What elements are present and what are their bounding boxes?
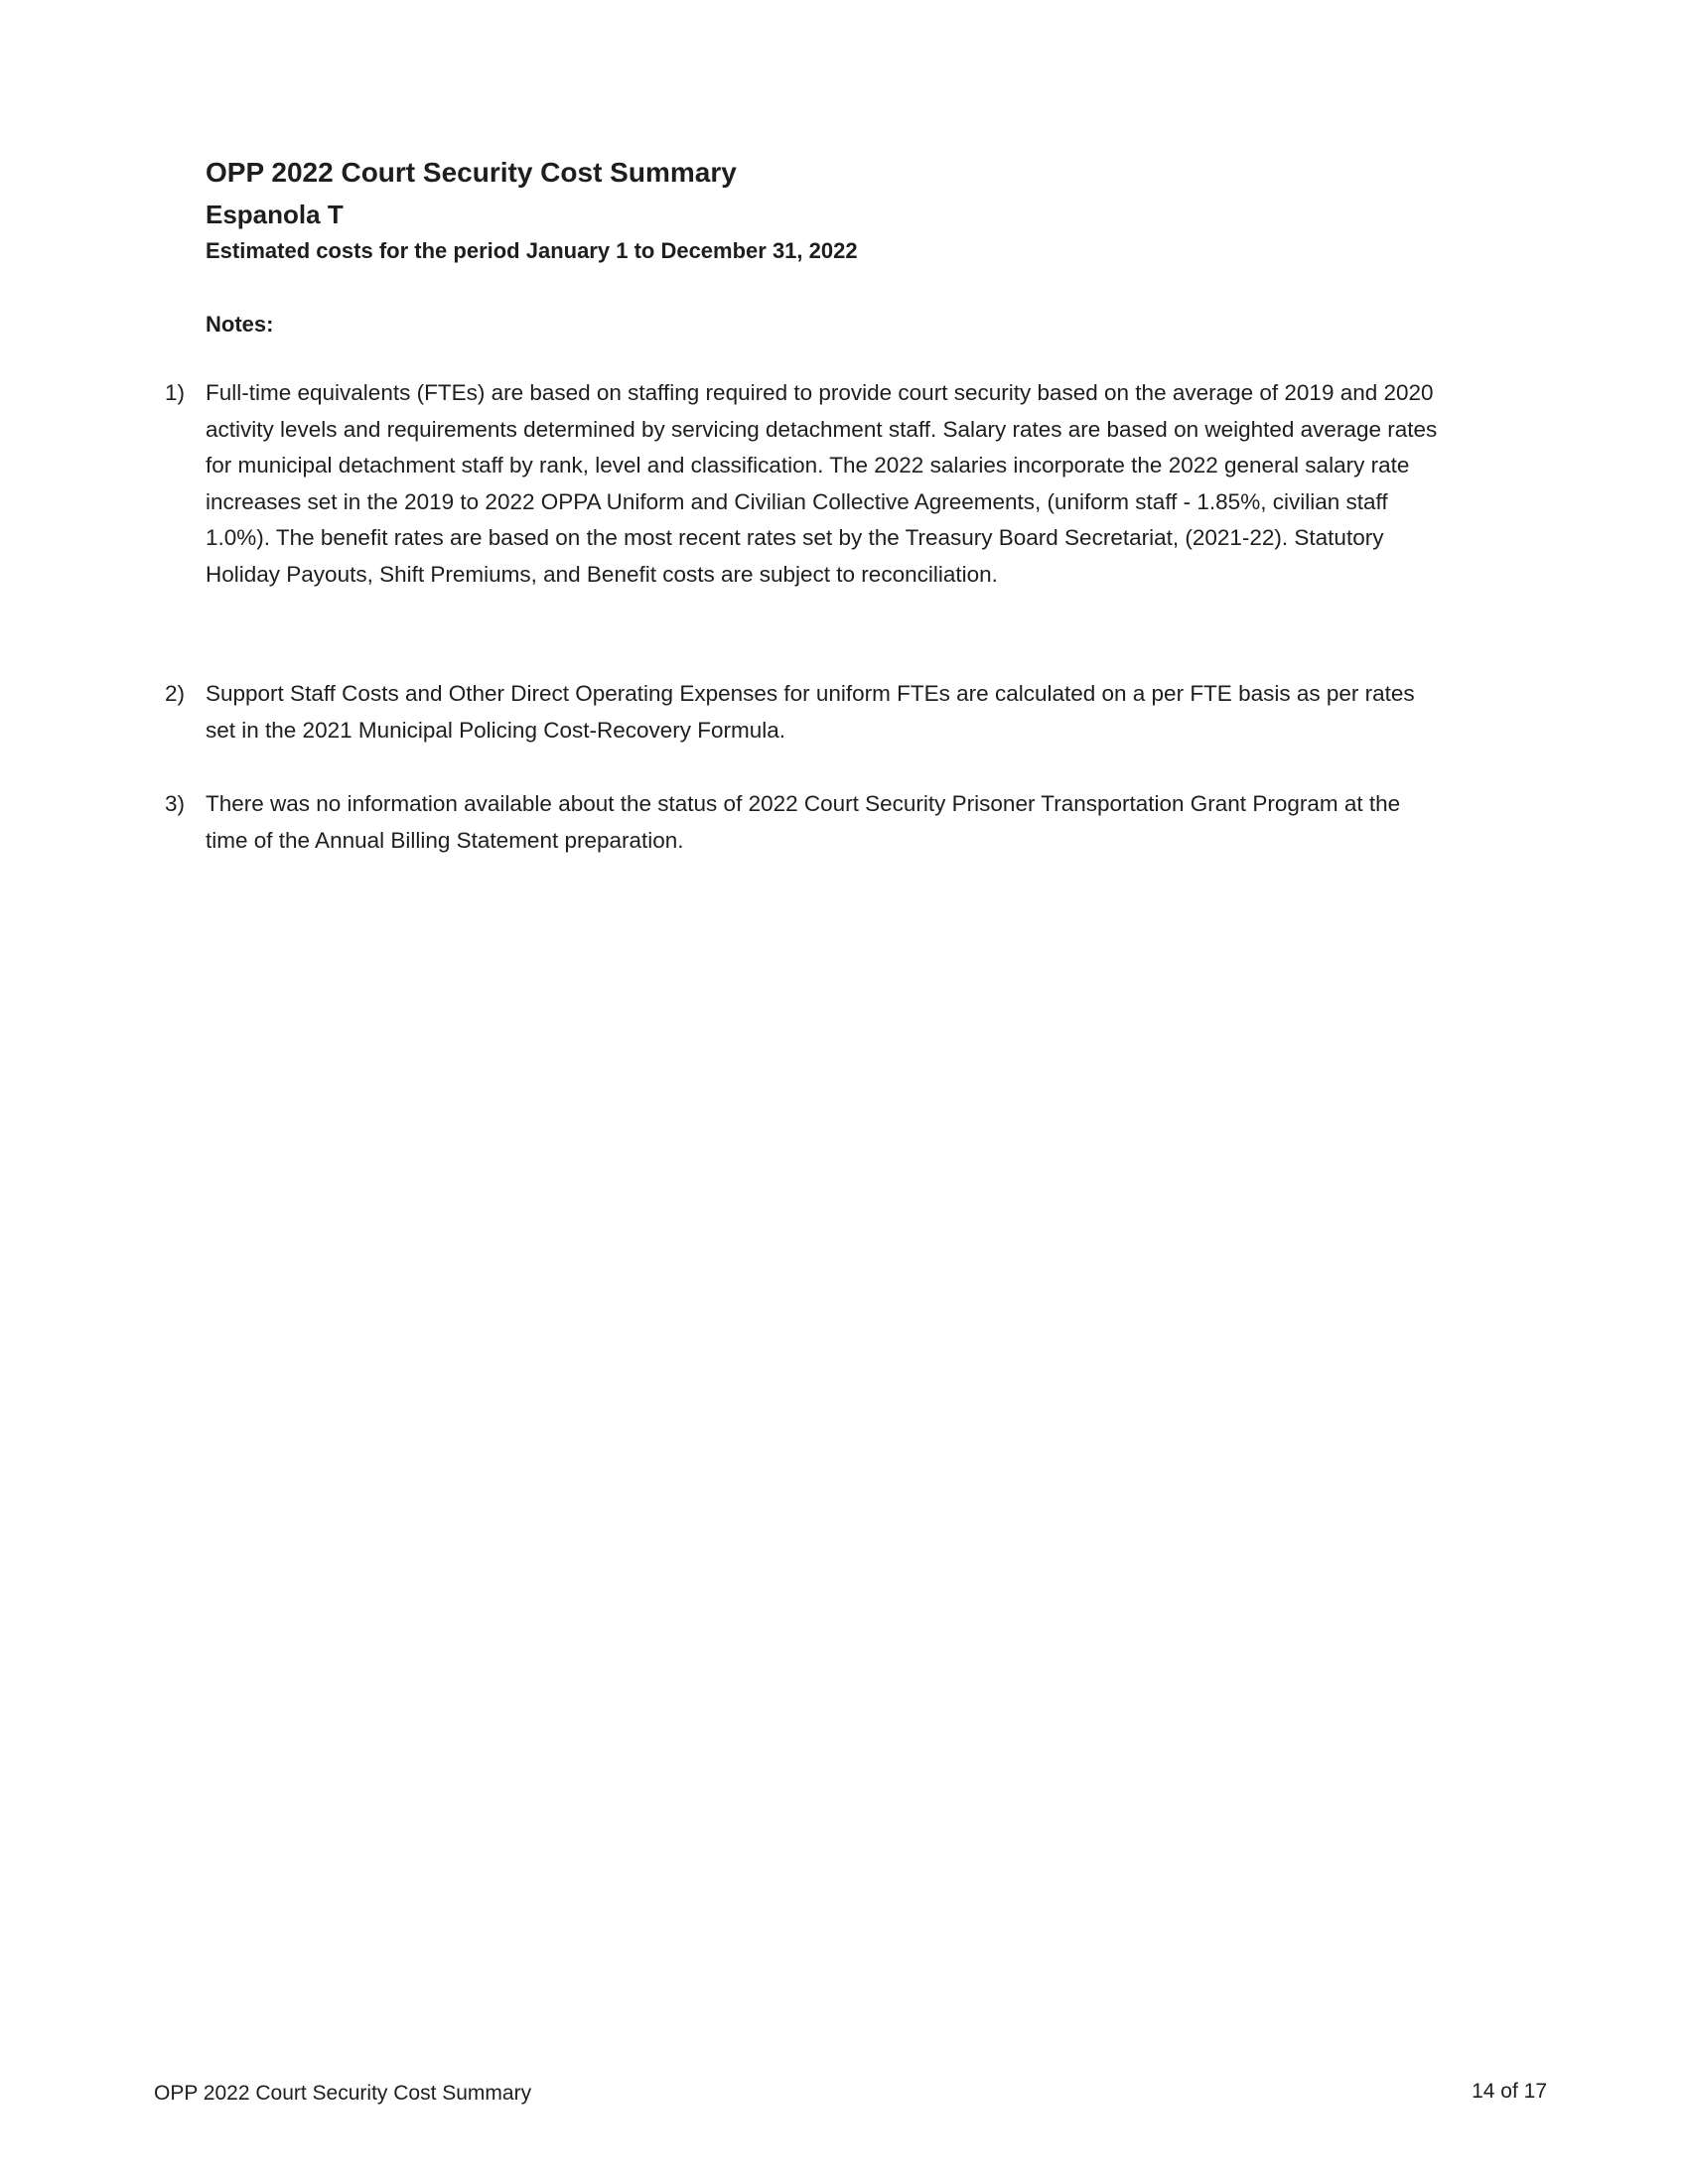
note-text: There was no information available about the status of 2022 Court Security Prisoner Transportation Grant Program at the time of the Annual Billing Statement preparation. xyxy=(206,791,1401,853)
note-item xyxy=(165,375,1446,593)
document-title: OPP 2022 Court Security Cost Summary xyxy=(206,157,737,188)
note-text: Support Staff Costs and Other Direct Operating Expenses for uniform FTEs are calculated on a per FTE basis as per rates set in the 2021 Municipal Policing Cost-Recovery Formula. xyxy=(206,681,1415,743)
note-number: 1) xyxy=(165,380,186,405)
note-item xyxy=(165,786,1446,859)
document-header xyxy=(206,151,1447,268)
notes-heading: Notes: xyxy=(206,312,274,337)
cost-period: Estimated costs for the period January 1 to December 31, 2022 xyxy=(206,238,858,263)
municipality-name: Espanola T xyxy=(206,200,344,229)
note-item xyxy=(165,676,1446,749)
footer-document-title: OPP 2022 Court Security Cost Summary xyxy=(154,2082,532,2105)
note-text: Full-time equivalents (FTEs) are based on staffing required to provide court security based on the average of 2019 and 2020 activity levels and requirements determined by servicing detachment staff. Salary rates are based on weighted average rates for municipal detachment staff by rank, level and classification. The 2022 salaries incorporate the 2022 general salary rate increases set in the 2019 to 2022 OPPA Uniform and Civilian Collective Agreements, (uniform staff - 1.85%, civilian staff 1.0%). The benefit rates are based on the most recent rates set by the Treasury Board Secretariat, (2021-22). Statutory Holiday Payouts, Shift Premiums, and Benefit costs are subject to reconciliation. xyxy=(206,380,1438,587)
note-number: 2) xyxy=(165,681,186,706)
footer-page-number: 14 of 17 xyxy=(1472,2080,1547,2103)
note-number: 3) xyxy=(165,791,186,816)
